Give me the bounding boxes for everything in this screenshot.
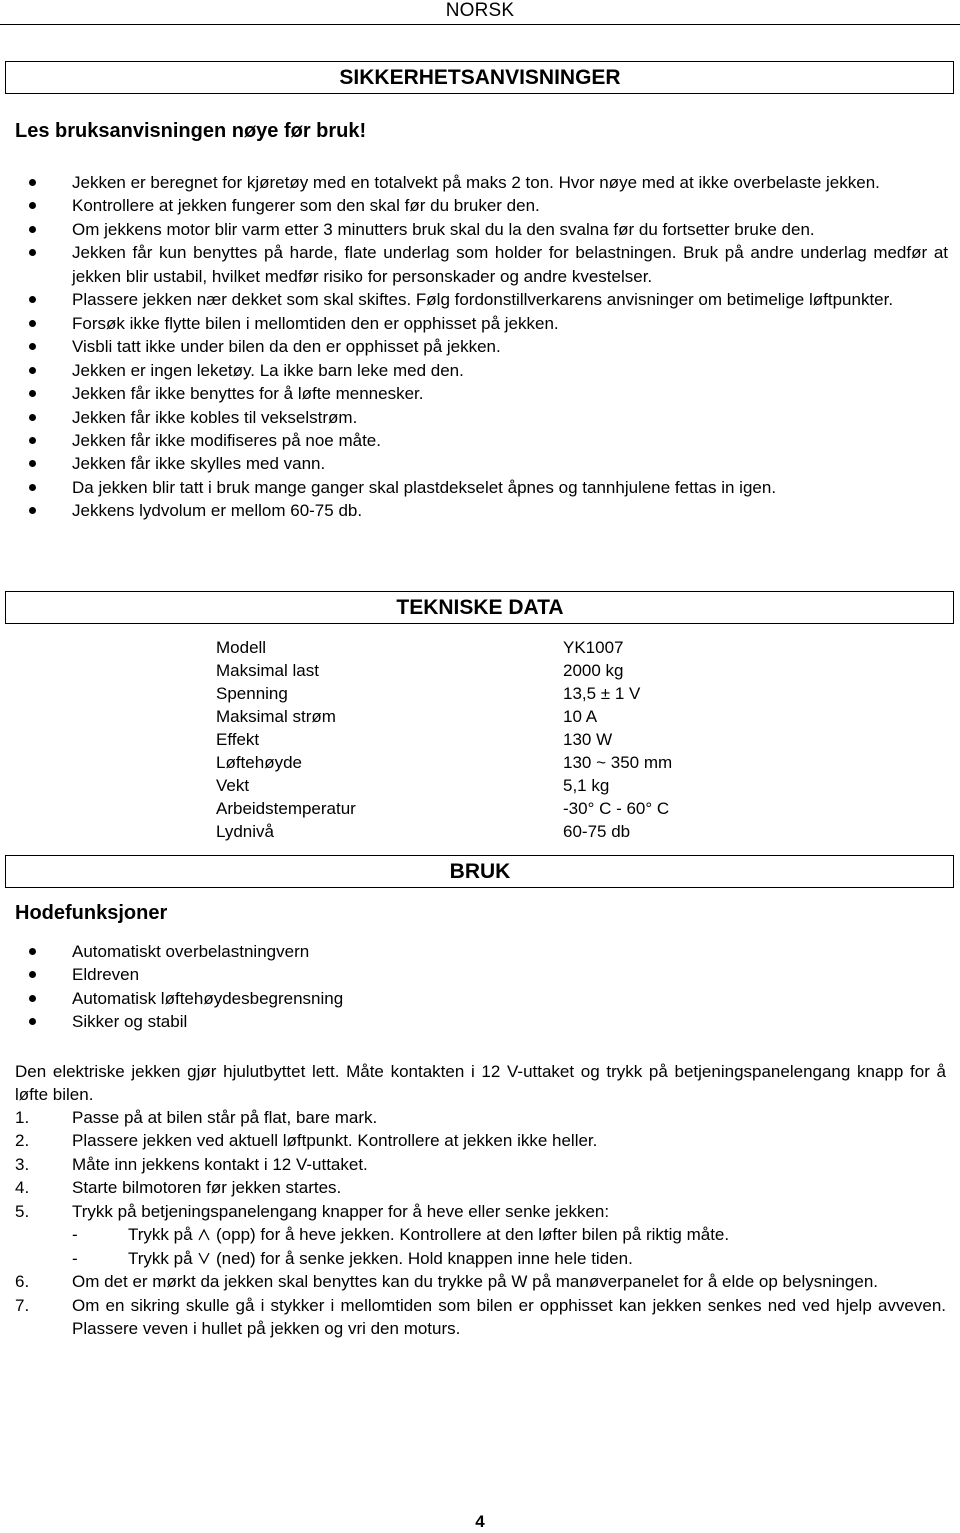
step-item: 1. Passe på at bilen står på flat, bare mark. xyxy=(15,1108,378,1127)
spec-value: 5,1 kg xyxy=(563,776,610,795)
down-arrow-icon xyxy=(197,1251,211,1265)
step-item: 6. Om det er mørkt da jekken skal benyttes kan du trykke på W på manøverpanelet for å elde op belysningen. xyxy=(15,1272,879,1292)
list-item: Sikker og stabil xyxy=(15,1010,948,1033)
spec-label: Vekt xyxy=(216,776,250,795)
spec-label: Løftehøyde xyxy=(216,753,302,772)
list-item: Jekken er beregnet for kjøretøy med en totalvekt på maks 2 ton. Hvor nøye med at ikke overbelaste jekken. xyxy=(15,171,948,194)
spec-label: Maksimal strøm xyxy=(216,707,336,726)
spec-row xyxy=(216,820,672,843)
bullet-icon xyxy=(29,437,36,444)
features-list xyxy=(15,940,948,1034)
spec-label: Spenning xyxy=(216,684,288,703)
step-item: 4. Starte bilmotoren før jekken startes. xyxy=(15,1178,342,1198)
spec-row xyxy=(216,705,672,728)
step-item: 2. Plassere jekken ved aktuell løftpunkt. Kontrollere at jekken ikke heller. xyxy=(15,1131,598,1151)
bullet-icon xyxy=(29,249,36,256)
spec-value: 60-75 db xyxy=(563,822,631,841)
list-item: Kontrollere at jekken fungerer som den skal før du bruker den. xyxy=(15,194,948,217)
list-item: Forsøk ikke flytte bilen i mellomtiden den er opphisset på jekken. xyxy=(15,312,948,335)
spec-row xyxy=(216,682,672,705)
bullet-icon xyxy=(29,460,36,467)
spec-label: Effekt xyxy=(216,730,260,749)
list-item: Jekken er ingen leketøy. La ikke barn leke med den. xyxy=(15,359,948,382)
list-item: Automatiskt overbelastningvern xyxy=(15,940,948,963)
bullet-icon xyxy=(29,367,36,374)
substep-up: - Trykk på (opp) for å heve jekken. Kontrollere at den løfter bilen på riktig måte. xyxy=(72,1225,730,1245)
header-language: NORSK xyxy=(445,0,515,21)
list-item: Jekken får ikke benyttes for å løfte mennesker. xyxy=(15,382,948,405)
step-item: 3. Måte inn jekkens kontakt i 12 V-uttaket. xyxy=(15,1154,368,1174)
spec-label: Lydnivå xyxy=(216,822,274,841)
spec-row xyxy=(216,659,672,682)
bullet-icon xyxy=(29,484,36,491)
bullet-icon xyxy=(29,971,36,978)
spec-row xyxy=(216,636,672,659)
spec-label: Modell xyxy=(216,638,267,657)
bullet-icon xyxy=(29,320,36,327)
usage-title: BRUK xyxy=(449,860,511,883)
bullet-icon xyxy=(29,414,36,421)
list-item: Eldreven xyxy=(15,963,948,986)
spec-value: 130 ~ 350 mm xyxy=(563,753,673,772)
bullet-icon xyxy=(29,948,36,955)
page-number: 4 xyxy=(475,1512,485,1531)
spec-value: -30° C - 60° C xyxy=(563,799,670,818)
step-item: 5. Trykk på betjeningspanelengang knapper for å heve eller senke jekken: xyxy=(15,1201,610,1221)
spec-label: Arbeidstemperatur xyxy=(216,799,356,818)
tech-title: TEKNISKE DATA xyxy=(396,596,564,619)
features-heading: Hodefunksjoner xyxy=(15,902,168,924)
list-item: Jekkens lydvolum er mellom 60-75 db. xyxy=(15,499,948,522)
list-item: Om jekkens motor blir varm etter 3 minutters bruk skal du la den svalna før du fortsetter bruke den. xyxy=(15,218,948,241)
list-item: Jekken får kun benyttes på harde, flate underlag som holder for belastningen. Bruk på andre underlag medfør at jekken blir ustabil, hvilket medfør risiko for personskader og andre kvestelser. xyxy=(15,241,948,288)
safety-list xyxy=(15,171,948,523)
list-item: Jekken får ikke kobles til vekselstrøm. xyxy=(15,406,948,429)
list-item: Jekken får ikke skylles med vann. xyxy=(15,452,948,475)
spec-label: Maksimal last xyxy=(216,661,319,680)
spec-row xyxy=(216,728,672,751)
list-item: Visbli tatt ikke under bilen da den er opphisset på jekken. xyxy=(15,335,948,358)
spec-value: 10 A xyxy=(563,707,598,726)
bullet-icon xyxy=(29,995,36,1002)
safety-intro: Les bruksanvisningen nøye før bruk! xyxy=(15,120,367,142)
spec-table xyxy=(216,636,672,843)
up-arrow-icon xyxy=(197,1227,211,1241)
spec-row xyxy=(216,774,672,797)
bullet-icon xyxy=(29,343,36,350)
spec-value: 13,5 ± 1 V xyxy=(563,684,641,703)
bullet-icon xyxy=(29,1018,36,1025)
bullet-icon xyxy=(29,179,36,186)
list-item: Plassere jekken nær dekket som skal skiftes. Følg fordonstillverkarens anvisninger om betimelige løftpunkter. xyxy=(15,288,948,311)
substep-down: - Trykk på (ned) for å senke jekken. Hold knappen inne hele tiden. xyxy=(72,1248,633,1268)
steps-list xyxy=(15,1106,946,1341)
bullet-icon xyxy=(29,390,36,397)
bullet-icon xyxy=(29,202,36,209)
list-item: Automatisk løftehøydesbegrensning xyxy=(15,987,948,1010)
spec-row xyxy=(216,751,672,774)
usage-intro: Den elektriske jekken gjør hjulutbyttet lett. Måte kontakten i 12 V-uttaket og trykk på betjeningspanelengang knapp for å løfte bilen. xyxy=(15,1062,946,1105)
list-item: Da jekken blir tatt i bruk mange ganger skal plastdekselet åpnes og tannhjulene fettas in igen. xyxy=(15,476,948,499)
bullet-icon xyxy=(29,226,36,233)
safety-title: SIKKERHETSANVISNINGER xyxy=(339,66,621,89)
spec-row xyxy=(216,797,672,820)
list-item: Jekken får ikke modifiseres på noe måte. xyxy=(15,429,948,452)
step-item: 7. Om en sikring skulle gå i stykker i mellomtiden som bilen er opphisset kan jekken senkes ned ved hjelp avveven. Plassere veven i hullet på jekken og vri den moturs. xyxy=(15,1295,946,1339)
spec-value: 130 W xyxy=(563,730,613,749)
spec-value: YK1007 xyxy=(563,638,624,657)
header-divider xyxy=(0,24,960,25)
bullet-icon xyxy=(29,296,36,303)
spec-value: 2000 kg xyxy=(563,661,624,680)
bullet-icon xyxy=(29,507,36,514)
